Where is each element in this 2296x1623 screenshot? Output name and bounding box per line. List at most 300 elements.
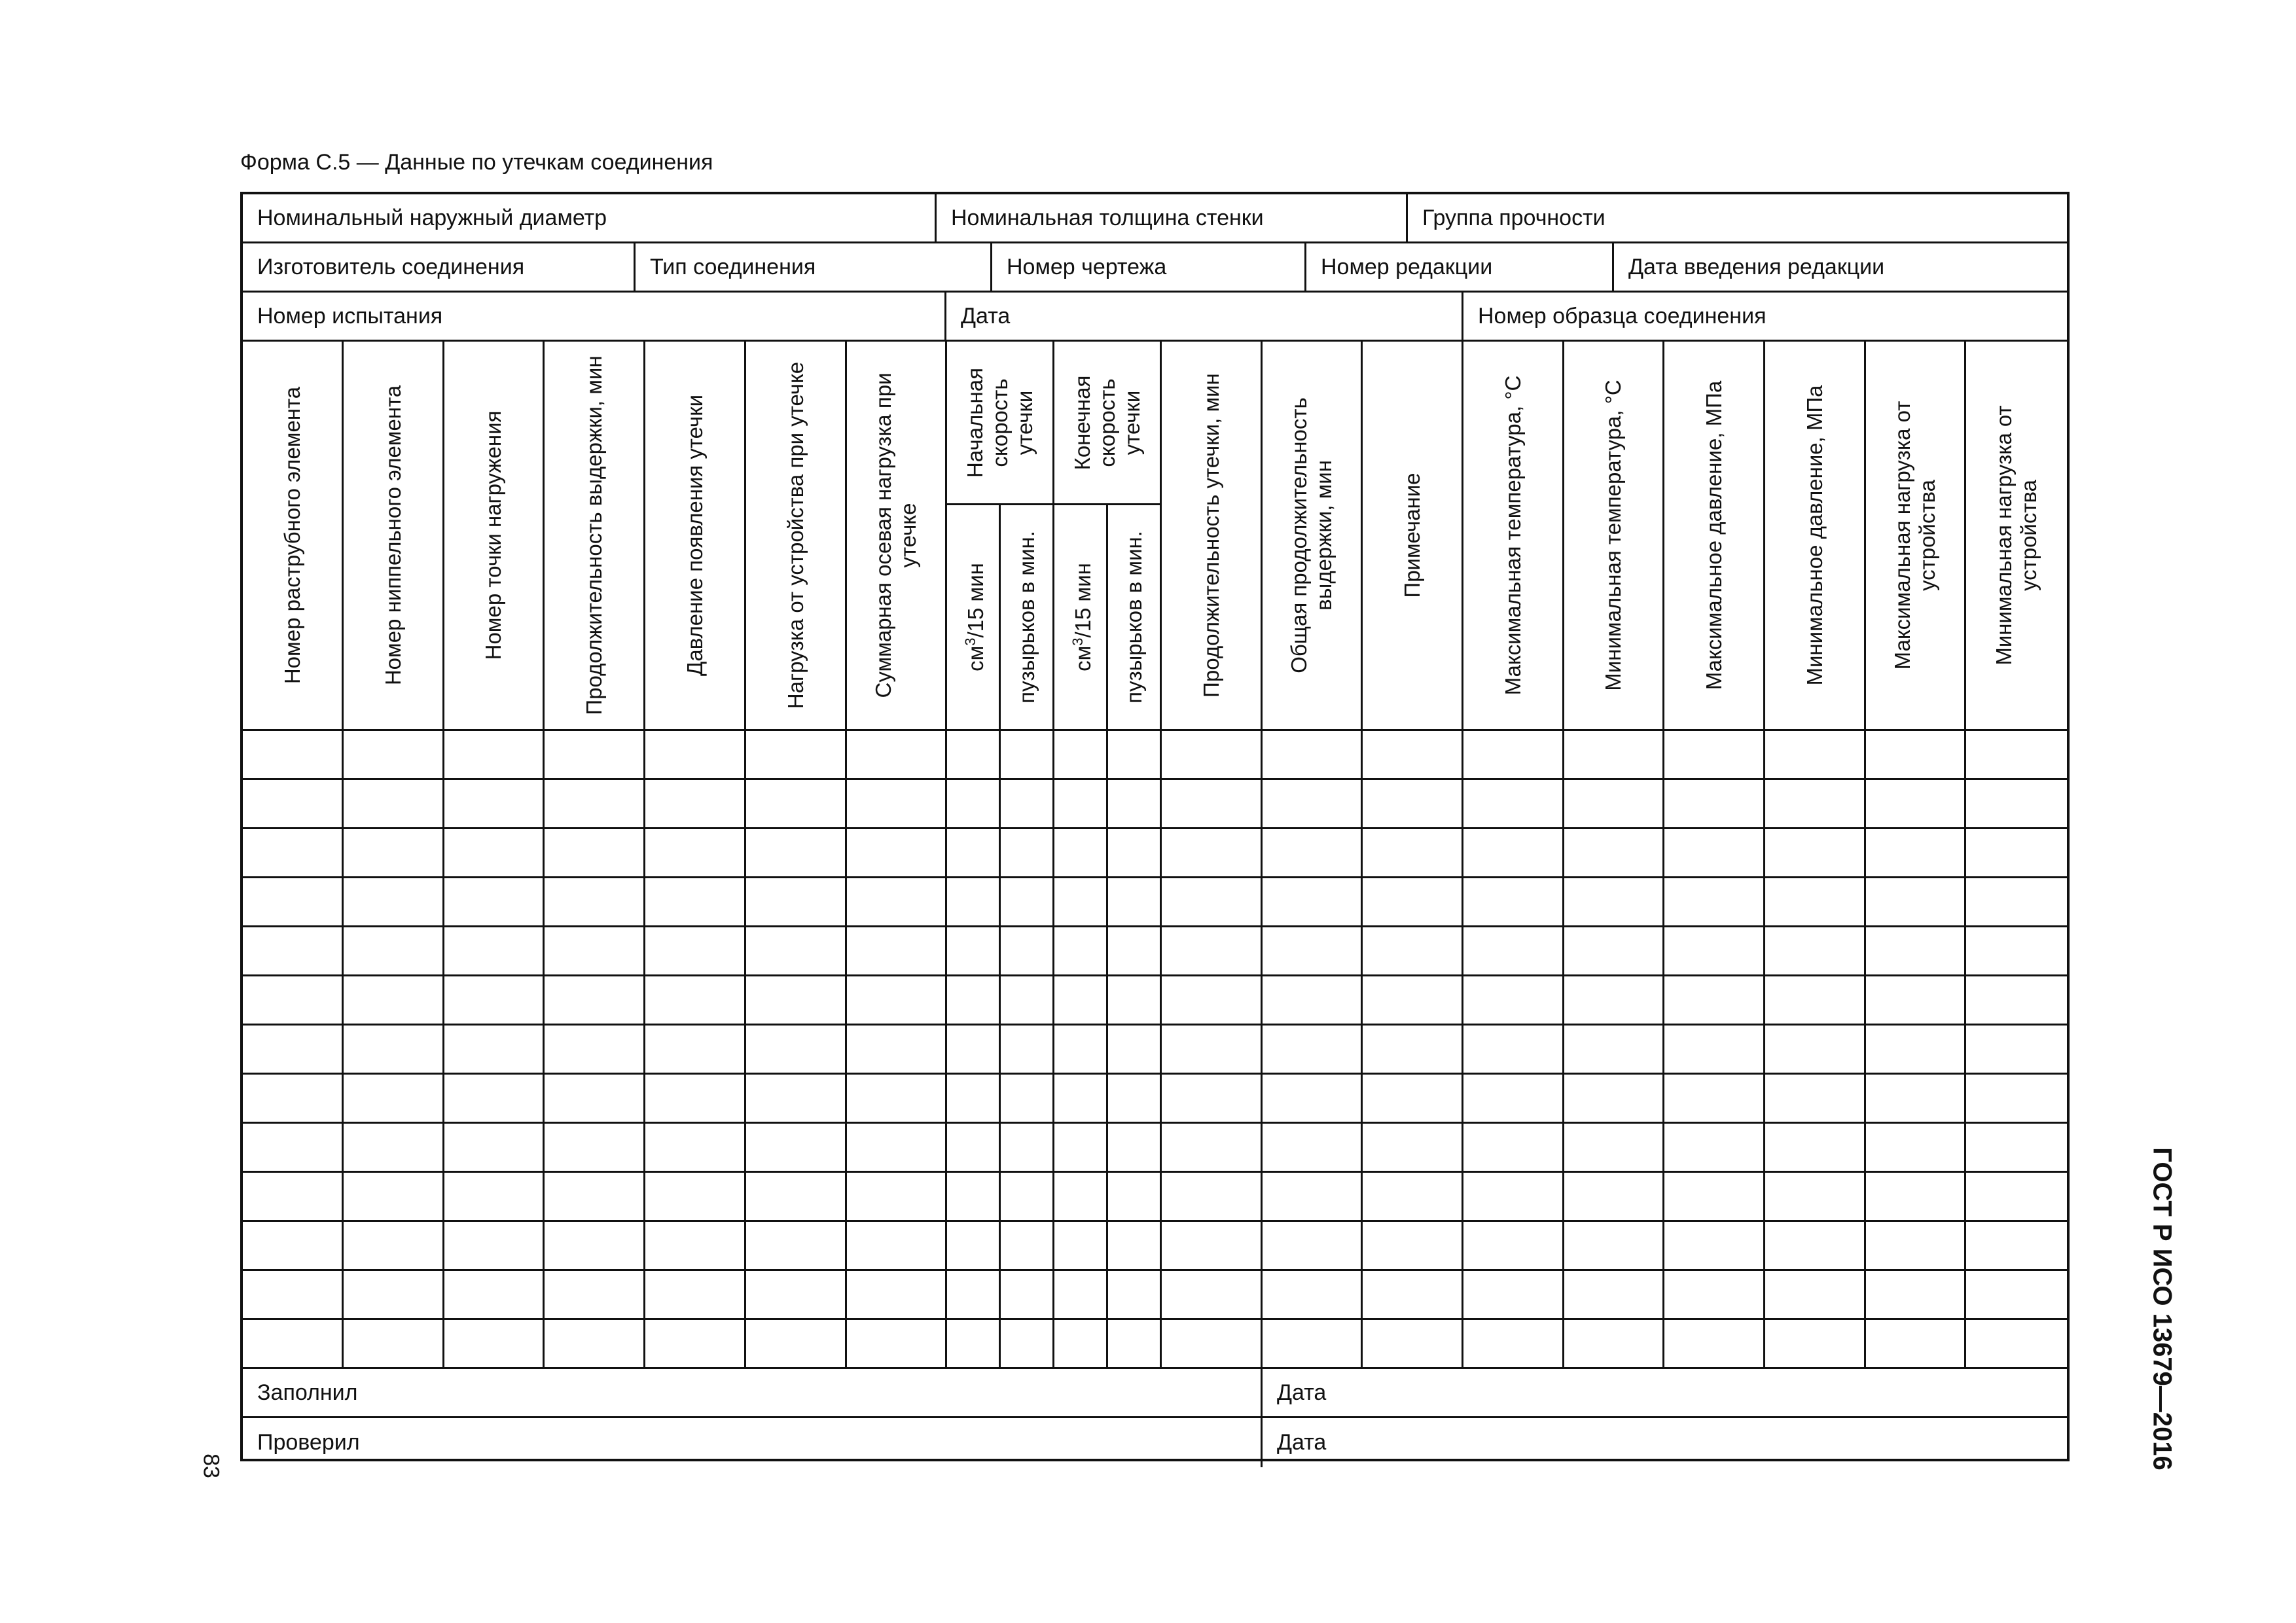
checked-by-cell[interactable]: [243, 1418, 1263, 1467]
data-cell[interactable]: [847, 1173, 947, 1222]
data-cell[interactable]: [444, 780, 545, 829]
data-cell[interactable]: [444, 829, 545, 878]
data-cell[interactable]: [1664, 1026, 1765, 1075]
data-cell[interactable]: [243, 878, 344, 927]
data-cell[interactable]: [545, 1075, 645, 1124]
data-cell[interactable]: [243, 1075, 344, 1124]
column-header-min-temperature: [1564, 342, 1664, 731]
data-cell[interactable]: [1263, 731, 1363, 780]
data-cell[interactable]: [1765, 1173, 1866, 1222]
data-cell[interactable]: [1966, 829, 2067, 878]
data-cell[interactable]: [645, 1075, 746, 1124]
data-cell[interactable]: [1054, 731, 1108, 780]
data-cell[interactable]: [947, 829, 1001, 878]
data-cell[interactable]: [947, 1222, 1001, 1271]
data-cell[interactable]: [344, 1173, 444, 1222]
data-cell[interactable]: [1564, 878, 1664, 927]
data-cell[interactable]: [1001, 731, 1054, 780]
data-cell[interactable]: [947, 927, 1001, 976]
data-cell[interactable]: [1966, 1320, 2067, 1369]
data-cell[interactable]: [746, 1026, 847, 1075]
data-cell[interactable]: [1664, 780, 1765, 829]
data-cell[interactable]: [1866, 1173, 1966, 1222]
data-cell[interactable]: [847, 927, 947, 976]
data-cell[interactable]: [1001, 1026, 1054, 1075]
data-cell[interactable]: [1463, 731, 1564, 780]
data-cell[interactable]: [1363, 829, 1463, 878]
data-cell[interactable]: [1966, 1271, 2067, 1320]
data-cell[interactable]: [1108, 1075, 1162, 1124]
data-cell[interactable]: [1664, 927, 1765, 976]
running-header-text: ГОСТ Р ИСО 13679—2016: [2147, 1147, 2177, 1471]
data-cell[interactable]: [1054, 1173, 1108, 1222]
test-date-cell[interactable]: [946, 293, 1463, 342]
data-cell[interactable]: [1162, 1124, 1263, 1173]
data-cell[interactable]: [243, 780, 344, 829]
data-cell[interactable]: [746, 1222, 847, 1271]
data-cell[interactable]: [847, 780, 947, 829]
data-cell[interactable]: [1463, 878, 1564, 927]
data-cell[interactable]: [1664, 1075, 1765, 1124]
running-header: [2140, 1139, 2183, 1479]
data-cell[interactable]: [1564, 1026, 1664, 1075]
data-cell[interactable]: [645, 1173, 746, 1222]
data-cell[interactable]: [1363, 780, 1463, 829]
data-cell[interactable]: [1363, 731, 1463, 780]
data-cell[interactable]: [1263, 927, 1363, 976]
data-cell[interactable]: [947, 1173, 1001, 1222]
data-cell[interactable]: [1966, 1222, 2067, 1271]
data-cell[interactable]: [1363, 1222, 1463, 1271]
data-cell[interactable]: [1162, 878, 1263, 927]
revision-number-cell[interactable]: [1306, 243, 1614, 293]
data-cell[interactable]: [1263, 878, 1363, 927]
data-cell[interactable]: [1765, 1026, 1866, 1075]
data-cell[interactable]: [1564, 1271, 1664, 1320]
data-cell[interactable]: [1001, 1271, 1054, 1320]
data-cell[interactable]: [545, 829, 645, 878]
specimen-number-cell[interactable]: [1463, 293, 2067, 342]
nominal-wall-thickness-cell[interactable]: [937, 194, 1408, 243]
data-cell[interactable]: [1564, 1124, 1664, 1173]
data-cell[interactable]: [746, 780, 847, 829]
data-cell[interactable]: [444, 878, 545, 927]
data-cell[interactable]: [1966, 780, 2067, 829]
nominal-outer-diameter-cell[interactable]: [243, 194, 937, 243]
data-cell[interactable]: [1108, 1173, 1162, 1222]
data-cell[interactable]: [1263, 1075, 1363, 1124]
data-cell[interactable]: [1363, 1173, 1463, 1222]
data-cell[interactable]: [444, 1222, 545, 1271]
data-cell[interactable]: [746, 1075, 847, 1124]
data-cell[interactable]: [1463, 780, 1564, 829]
checked-by-date-label: Дата: [1277, 1430, 1327, 1455]
filled-by-cell[interactable]: [243, 1369, 1263, 1418]
data-cell[interactable]: [243, 927, 344, 976]
data-cell[interactable]: [1463, 1320, 1564, 1369]
data-cell[interactable]: [1001, 1124, 1054, 1173]
data-cell[interactable]: [444, 1271, 545, 1320]
data-cell[interactable]: [1162, 1026, 1263, 1075]
data-cell[interactable]: [1866, 780, 1966, 829]
data-cell[interactable]: [645, 1320, 746, 1369]
column-header-box-member-number: [243, 342, 344, 731]
data-cell[interactable]: [1966, 1124, 2067, 1173]
data-cell[interactable]: [243, 731, 344, 780]
connection-type-cell[interactable]: [636, 243, 992, 293]
checked-by-date-cell[interactable]: [1263, 1418, 2067, 1467]
data-cell[interactable]: [1664, 1222, 1765, 1271]
data-cell[interactable]: [1162, 1271, 1263, 1320]
data-cell[interactable]: [1162, 1075, 1263, 1124]
data-cell[interactable]: [1263, 976, 1363, 1026]
data-cell[interactable]: [1263, 1173, 1363, 1222]
data-cell[interactable]: [545, 927, 645, 976]
data-cell[interactable]: [1162, 1320, 1263, 1369]
data-cell[interactable]: [847, 1222, 947, 1271]
data-cell[interactable]: [344, 1320, 444, 1369]
data-cell[interactable]: [1765, 878, 1866, 927]
final-leak-rate-label: Конечная скорость утечки: [1069, 375, 1144, 470]
data-cell[interactable]: [1664, 976, 1765, 1026]
data-cell[interactable]: [1664, 731, 1765, 780]
data-cell[interactable]: [243, 1124, 344, 1173]
data-cell[interactable]: [344, 927, 444, 976]
test-date-label: Дата: [961, 303, 1011, 329]
data-cell[interactable]: [243, 976, 344, 1026]
data-cell[interactable]: [645, 976, 746, 1026]
data-cell[interactable]: [1001, 976, 1054, 1026]
data-cell[interactable]: [1664, 829, 1765, 878]
data-cell[interactable]: [1966, 1173, 2067, 1222]
data-cell[interactable]: [1054, 976, 1108, 1026]
data-cell[interactable]: [1363, 1026, 1463, 1075]
data-cell[interactable]: [847, 1124, 947, 1173]
data-cell[interactable]: [1054, 1320, 1108, 1369]
data-cell[interactable]: [1966, 731, 2067, 780]
data-cell[interactable]: [1363, 1124, 1463, 1173]
data-cell[interactable]: [545, 1173, 645, 1222]
data-cell[interactable]: [545, 1026, 645, 1075]
data-cell[interactable]: [1866, 878, 1966, 927]
data-cell[interactable]: [545, 878, 645, 927]
data-cell[interactable]: [746, 927, 847, 976]
data-cell[interactable]: [1054, 1026, 1108, 1075]
revision-date-cell[interactable]: [1614, 243, 2067, 293]
data-cell[interactable]: [947, 1075, 1001, 1124]
data-cell[interactable]: [344, 1222, 444, 1271]
drawing-number-cell[interactable]: [992, 243, 1306, 293]
data-cell[interactable]: [243, 1173, 344, 1222]
test-number-cell[interactable]: [243, 293, 946, 342]
data-cell[interactable]: [1966, 878, 2067, 927]
data-cell[interactable]: [344, 780, 444, 829]
data-cell[interactable]: [1966, 976, 2067, 1026]
data-cell[interactable]: [947, 976, 1001, 1026]
column-group-final-leak-rate: [1054, 342, 1162, 505]
data-cell[interactable]: [847, 976, 947, 1026]
data-cell[interactable]: [1054, 1075, 1108, 1124]
column-header-total-hold-duration: [1263, 342, 1363, 731]
column-header-min-device-load: [1966, 342, 2067, 731]
data-cell[interactable]: [1263, 829, 1363, 878]
data-cell[interactable]: [545, 1222, 645, 1271]
data-cell[interactable]: [1564, 1320, 1664, 1369]
data-cell[interactable]: [1866, 1320, 1966, 1369]
data-cell[interactable]: [1866, 1271, 1966, 1320]
data-cell[interactable]: [1108, 780, 1162, 829]
data-cell[interactable]: [545, 1320, 645, 1369]
data-cell[interactable]: [344, 976, 444, 1026]
data-cell[interactable]: [1664, 1271, 1765, 1320]
data-cell[interactable]: [1054, 1271, 1108, 1320]
data-cell[interactable]: [344, 731, 444, 780]
data-cell[interactable]: [1866, 829, 1966, 878]
data-cell[interactable]: [545, 731, 645, 780]
data-cell[interactable]: [746, 829, 847, 878]
data-cell[interactable]: [444, 1075, 545, 1124]
data-cell[interactable]: [1001, 1320, 1054, 1369]
data-cell[interactable]: [1162, 1173, 1263, 1222]
initial-leak-rate-cm3-label: $см^3/15$ мин: [961, 563, 988, 671]
data-cell[interactable]: [1162, 927, 1263, 976]
data-cell[interactable]: [1001, 927, 1054, 976]
data-cell[interactable]: [947, 780, 1001, 829]
revision-number-label: Номер редакции: [1321, 254, 1493, 279]
data-cell[interactable]: [1001, 878, 1054, 927]
data-cell[interactable]: [1866, 731, 1966, 780]
data-cell[interactable]: [545, 1124, 645, 1173]
data-cell[interactable]: [1363, 1271, 1463, 1320]
data-cell[interactable]: [444, 976, 545, 1026]
column-header-load-point-number: [444, 342, 545, 731]
data-cell[interactable]: [1108, 1124, 1162, 1173]
data-cell[interactable]: [1765, 927, 1866, 976]
data-cell[interactable]: [1463, 1124, 1564, 1173]
data-cell[interactable]: [545, 976, 645, 1026]
data-cell[interactable]: [645, 829, 746, 878]
data-cell[interactable]: [1054, 1222, 1108, 1271]
data-cell[interactable]: [1054, 829, 1108, 878]
data-cell[interactable]: [1108, 1320, 1162, 1369]
nominal-wall-thickness-label: Номинальная толщина стенки: [951, 205, 1264, 230]
data-cell[interactable]: [1966, 927, 2067, 976]
data-cell[interactable]: [645, 731, 746, 780]
data-cell[interactable]: [1162, 780, 1263, 829]
data-cell[interactable]: [645, 780, 746, 829]
data-cell[interactable]: [1463, 1222, 1564, 1271]
data-cell[interactable]: [1108, 927, 1162, 976]
data-cell[interactable]: [1564, 780, 1664, 829]
data-cell[interactable]: [746, 1124, 847, 1173]
data-cell[interactable]: [947, 1124, 1001, 1173]
data-cell[interactable]: [1001, 1075, 1054, 1124]
data-cell[interactable]: [1765, 1075, 1866, 1124]
data-cell[interactable]: [1162, 829, 1263, 878]
data-cell[interactable]: [947, 878, 1001, 927]
data-cell[interactable]: [1866, 1124, 1966, 1173]
data-cell[interactable]: [1966, 1075, 2067, 1124]
data-cell[interactable]: [1263, 1271, 1363, 1320]
data-cell[interactable]: [1866, 1222, 1966, 1271]
data-cell[interactable]: [243, 829, 344, 878]
data-cell[interactable]: [1664, 1124, 1765, 1173]
data-cell[interactable]: [847, 1320, 947, 1369]
data-cell[interactable]: [1765, 829, 1866, 878]
data-cell[interactable]: [1054, 927, 1108, 976]
data-cell[interactable]: [1765, 1320, 1866, 1369]
data-cell[interactable]: [545, 1271, 645, 1320]
data-cell[interactable]: [1664, 1173, 1765, 1222]
data-cell[interactable]: [746, 1320, 847, 1369]
data-cell[interactable]: [1765, 1124, 1866, 1173]
revision-date-label: Дата введения редакции: [1628, 254, 1885, 279]
data-cell[interactable]: [947, 1320, 1001, 1369]
data-cell[interactable]: [243, 1026, 344, 1075]
data-cell[interactable]: [947, 1271, 1001, 1320]
data-cell[interactable]: [444, 1173, 545, 1222]
data-cell[interactable]: [1263, 1026, 1363, 1075]
data-cell[interactable]: [1564, 1173, 1664, 1222]
data-cell[interactable]: [344, 878, 444, 927]
total-axial-load-at-leak-label: Суммарная осевая нагрузка при утечке: [871, 372, 920, 698]
column-header-max-temperature: [1463, 342, 1564, 731]
data-cell[interactable]: [1866, 976, 1966, 1026]
strength-group-cell[interactable]: [1408, 194, 2067, 243]
load-point-number-label: Номер точки нагружения: [481, 410, 505, 660]
data-cell[interactable]: [1463, 976, 1564, 1026]
data-cell[interactable]: [746, 976, 847, 1026]
data-cell[interactable]: [1162, 1222, 1263, 1271]
data-cell[interactable]: [1054, 878, 1108, 927]
specimen-number-label: Номер образца соединения: [1478, 303, 1767, 329]
data-cell[interactable]: [645, 1271, 746, 1320]
data-cell[interactable]: [1463, 1026, 1564, 1075]
data-cell[interactable]: [1108, 976, 1162, 1026]
data-cell[interactable]: [344, 1026, 444, 1075]
data-cell[interactable]: [645, 1222, 746, 1271]
data-cell[interactable]: [1363, 1075, 1463, 1124]
data-cell[interactable]: [1463, 829, 1564, 878]
data-cell[interactable]: [1162, 976, 1263, 1026]
data-cell[interactable]: [1564, 1222, 1664, 1271]
data-cell[interactable]: [344, 1271, 444, 1320]
data-cell[interactable]: [1054, 1124, 1108, 1173]
data-cell[interactable]: [243, 1271, 344, 1320]
data-cell[interactable]: [1108, 1271, 1162, 1320]
data-cell[interactable]: [1664, 1320, 1765, 1369]
data-cell[interactable]: [1263, 780, 1363, 829]
data-cell[interactable]: [1001, 829, 1054, 878]
data-cell[interactable]: [746, 1271, 847, 1320]
data-cell[interactable]: [1263, 1124, 1363, 1173]
data-cell[interactable]: [1866, 927, 1966, 976]
data-cell[interactable]: [746, 731, 847, 780]
data-cell[interactable]: [1363, 976, 1463, 1026]
data-cell[interactable]: [1966, 1026, 2067, 1075]
data-cell[interactable]: [1263, 1320, 1363, 1369]
max-temperature-label: Максимальная температура, °С: [1500, 375, 1525, 696]
data-cell[interactable]: [1564, 829, 1664, 878]
data-cell[interactable]: [1363, 878, 1463, 927]
initial-leak-rate-label: Начальная скорость утечки: [962, 367, 1037, 478]
data-cell[interactable]: [1108, 829, 1162, 878]
data-cell[interactable]: [847, 1075, 947, 1124]
data-cell[interactable]: [1001, 780, 1054, 829]
data-cell[interactable]: [1765, 731, 1866, 780]
data-cell[interactable]: [1108, 1222, 1162, 1271]
column-header-leak-pressure: [645, 342, 746, 731]
leak-duration-label: Продолжительность утечки, мин: [1198, 373, 1223, 698]
data-cell[interactable]: [1001, 1173, 1054, 1222]
min-temperature-label: Минимальная температура, °С: [1601, 380, 1625, 691]
data-cell[interactable]: [344, 829, 444, 878]
data-cell[interactable]: [645, 878, 746, 927]
data-cell[interactable]: [1564, 927, 1664, 976]
data-cell[interactable]: [947, 1026, 1001, 1075]
data-cell[interactable]: [1108, 731, 1162, 780]
data-cell[interactable]: [1054, 780, 1108, 829]
data-cell[interactable]: [1564, 976, 1664, 1026]
final-leak-rate-cm3-label: $см^3/15$ мин: [1069, 563, 1095, 671]
data-cell[interactable]: [344, 1075, 444, 1124]
data-cell[interactable]: [1765, 976, 1866, 1026]
data-cell[interactable]: [1162, 731, 1263, 780]
data-cell[interactable]: [1263, 1222, 1363, 1271]
data-cell[interactable]: [1664, 878, 1765, 927]
data-cell[interactable]: [1363, 927, 1463, 976]
connection-manufacturer-cell[interactable]: [243, 243, 636, 293]
data-cell[interactable]: [847, 1026, 947, 1075]
data-cell[interactable]: [444, 1124, 545, 1173]
data-cell[interactable]: [243, 1320, 344, 1369]
data-cell[interactable]: [847, 829, 947, 878]
data-cell[interactable]: [847, 731, 947, 780]
data-cell[interactable]: [243, 1222, 344, 1271]
data-cell[interactable]: [947, 731, 1001, 780]
data-cell[interactable]: [1564, 731, 1664, 780]
data-cell[interactable]: [645, 1124, 746, 1173]
data-cell[interactable]: [1564, 1075, 1664, 1124]
data-cell[interactable]: [1001, 1222, 1054, 1271]
data-cell[interactable]: [1463, 1075, 1564, 1124]
data-cell[interactable]: [746, 1173, 847, 1222]
data-cell[interactable]: [1866, 1026, 1966, 1075]
data-cell[interactable]: [847, 1271, 947, 1320]
data-cell[interactable]: [847, 878, 947, 927]
data-cell[interactable]: [1765, 780, 1866, 829]
data-cell[interactable]: [1463, 927, 1564, 976]
data-cell[interactable]: [444, 1320, 545, 1369]
data-cell[interactable]: [1108, 878, 1162, 927]
filled-by-date-cell[interactable]: [1263, 1369, 2067, 1418]
data-cell[interactable]: [444, 927, 545, 976]
data-cell[interactable]: [444, 731, 545, 780]
data-cell[interactable]: [1765, 1222, 1866, 1271]
data-cell[interactable]: [746, 878, 847, 927]
data-cell[interactable]: [645, 927, 746, 976]
data-cell[interactable]: [1866, 1075, 1966, 1124]
data-cell[interactable]: [444, 1026, 545, 1075]
data-cell[interactable]: [344, 1124, 444, 1173]
data-cell[interactable]: [545, 780, 645, 829]
data-cell[interactable]: [1363, 1320, 1463, 1369]
data-cell[interactable]: [1108, 1026, 1162, 1075]
data-cell[interactable]: [1463, 1173, 1564, 1222]
data-cell[interactable]: [1765, 1271, 1866, 1320]
data-cell[interactable]: [1463, 1271, 1564, 1320]
data-cell[interactable]: [645, 1026, 746, 1075]
